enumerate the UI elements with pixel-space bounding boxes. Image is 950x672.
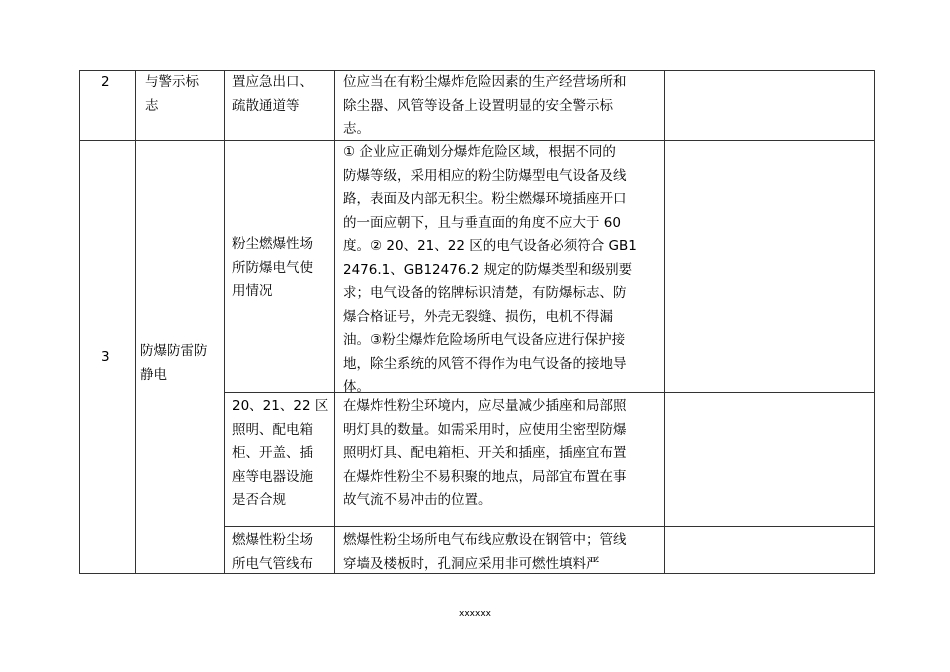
inspection-table — [79, 70, 875, 574]
category-cell: 与警示标 志 — [145, 74, 199, 114]
col-border — [135, 70, 136, 574]
requirement-cell: ① 企业应正确划分爆炸危险区域，根据不同的 防爆等级，采用相应的粉尘防爆型电气设备及线 路，表面及内部无积尘。粉尘燃爆环境插座开口 的一面应朝下，且与垂直面的角度不应大于 60 度。② 20、21、22 区的电气设备必须符合 GB1 2476.1、GB12476.2 规定的防爆类型和级别要 求；电气设备的铭牌标识清楚，有防爆标志、防 爆合格证号，外壳无裂缝、损伤，电机不得漏 油。③粉尘爆炸危险场所电气设备应进行保护接 地，除尘系统的风管不得作为电气设备的接地导 体。 — [343, 144, 637, 395]
item-cell: 燃爆性粉尘场 所电气管线布 — [232, 532, 313, 572]
item-cell: 20、21、22 区 照明、配电箱 柜、开盖、插 座等电器设施 是否合规 — [232, 398, 329, 508]
requirement-cell: 在爆炸性粉尘环境内，应尽量减少插座和局部照 明灯具的数量。如需采用时，应使用尘密型防爆 照明灯具、配电箱柜、开关和插座，插座宜布置 在爆炸性粉尘不易积聚的地点，局部宜布置在事 故气流不易冲击的位置。 — [343, 398, 627, 508]
category-cell: 防爆防雷防 静电 — [140, 343, 208, 383]
page-footer: xxxxxx — [459, 609, 491, 619]
requirement-cell: 燃爆性粉尘场所电气布线应敷设在钢管中；管线 穿墙及楼板时，孔洞应采用非可燃性填料严 — [343, 532, 627, 572]
row-number: 3 — [101, 349, 110, 365]
subrow-divider — [224, 526, 875, 527]
col-border — [874, 70, 875, 574]
col-border — [224, 70, 225, 574]
col-border — [664, 70, 665, 574]
col-border — [79, 70, 80, 574]
requirement-cell: 位应当在有粉尘爆炸危险因素的生产经营场所和 除尘器、风管等设备上设置明显的安全警示标 志。 — [343, 74, 627, 137]
item-cell: 粉尘燃爆性场 所防爆电气使 用情况 — [232, 236, 313, 299]
col-border — [334, 70, 335, 574]
item-cell: 置应急出口、 疏散通道等 — [232, 74, 313, 114]
row-number: 2 — [101, 74, 110, 90]
